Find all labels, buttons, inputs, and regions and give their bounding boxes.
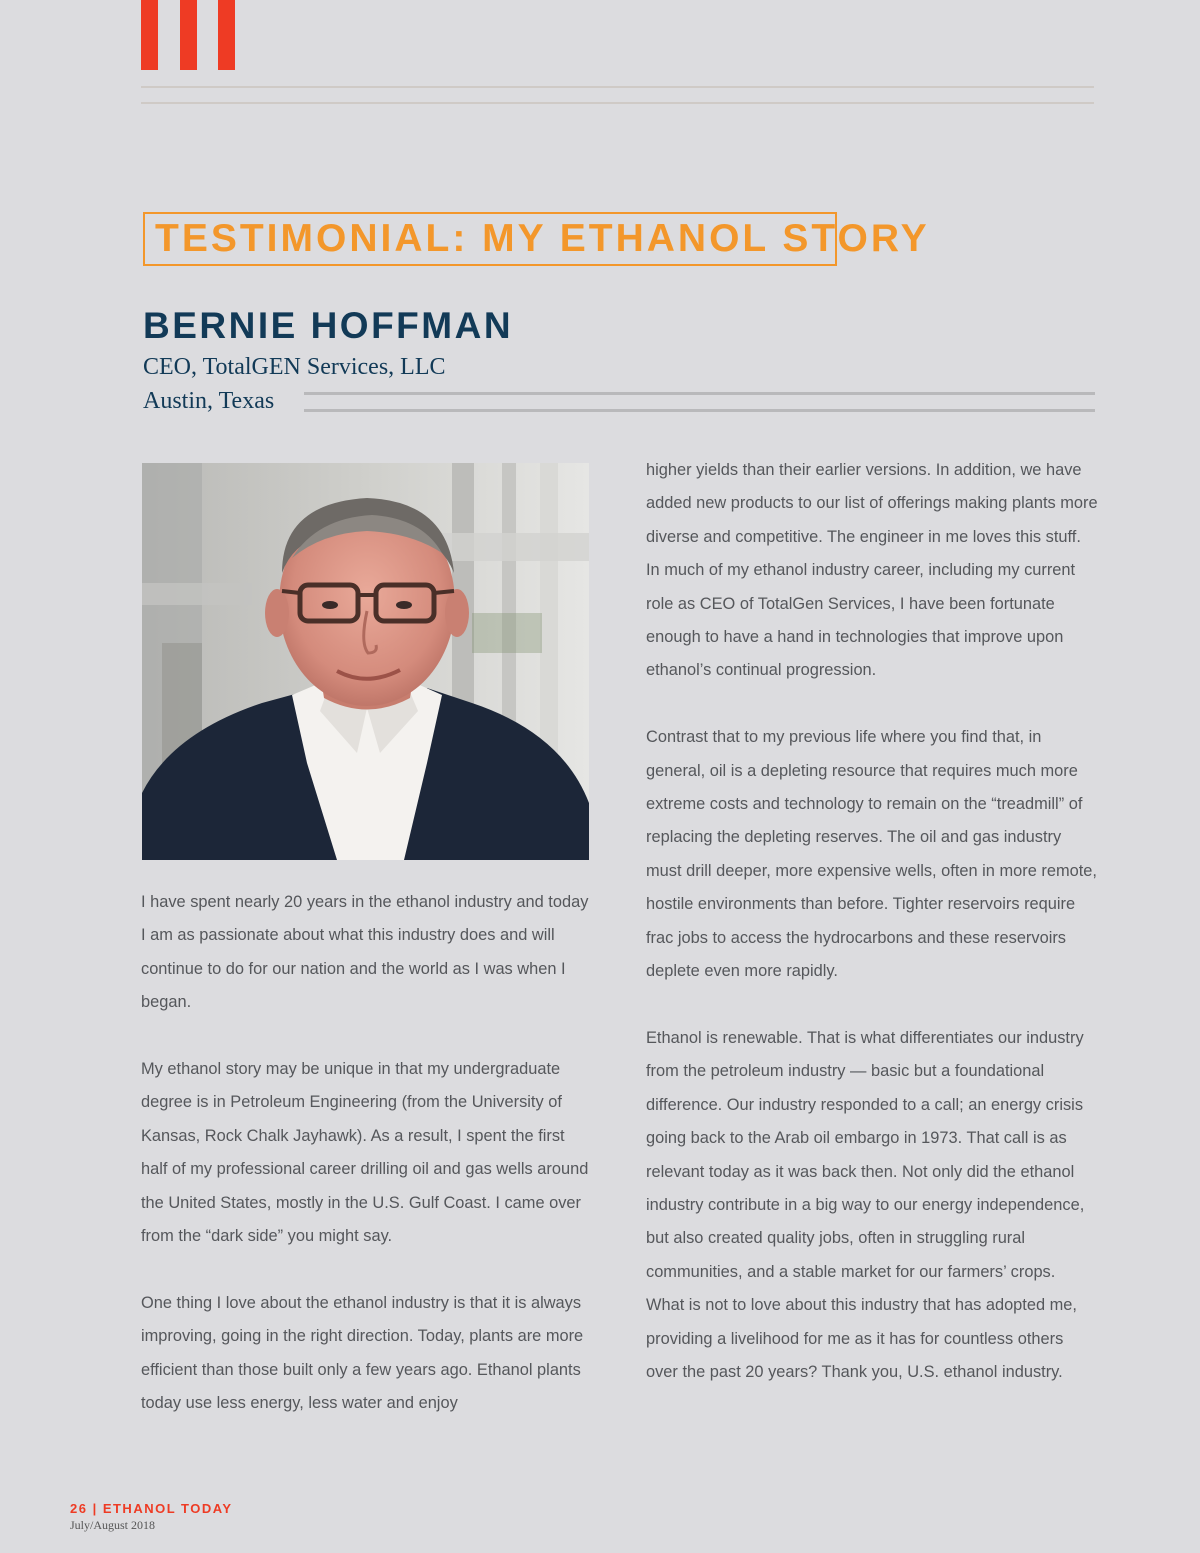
article-column-left xyxy=(141,886,593,1454)
portrait-illustration xyxy=(142,463,589,860)
right-paragraph-2: Contrast that to my previous life where you find that, in general, oil is a depleting resource that requires much more extreme costs and technology to remain on the “treadmill” of replacing the depleting reserves. The oil and gas industry must drill deeper, more expensive wells, often in more remote, hostile environments than before. Tighter reservoirs require frac jobs to access the hydrocarbons and these reservoirs deplete even more rapidly. xyxy=(646,728,1097,981)
decor-bar-3 xyxy=(218,0,235,70)
author-name: BERNIE HOFFMAN xyxy=(143,305,514,346)
left-paragraph-1: I have spent nearly 20 years in the ethanol industry and today I am as passionate about what this industry does and will continue to do for our nation and the world as I was when I began. xyxy=(141,893,589,1012)
footer-page-label: 26 | ETHANOL TODAY xyxy=(70,1501,233,1516)
left-paragraph-2: My ethanol story may be unique in that my undergraduate degree is in Petroleum Engineering (from the University of Kansas, Rock Chalk Jayhawk). As a result, I spent the first half of my professional career drilling oil and gas wells around the United States, mostly in the U.S. Gulf Coast. I came over from the “dark side” you might say. xyxy=(141,1060,589,1246)
decor-bar-1 xyxy=(141,0,158,70)
top-rule-1 xyxy=(141,86,1094,88)
article-column-right xyxy=(646,454,1098,1423)
section-title: TESTIMONIAL: MY ETHANOL STORY xyxy=(155,217,930,260)
name-rule-1 xyxy=(304,392,1095,395)
right-paragraph-3: Ethanol is renewable. That is what differentiates our industry from the petroleum industry — basic but a foundational difference. Our industry responded to a call; an energy crisis going back to the Arab oil embargo in 1973. That call is as relevant today as it was back then. Not only did the ethanol industry contribute in a big way to our energy independence, but also created quality jobs, often in struggling rural communities, and a stable market for our farmers’ crops. What is not to love about this industry that has adopted me, providing a livelihood for me as it has for countless others over the past 20 years? Thank you, U.S. ethanol industry. xyxy=(646,1028,1085,1381)
author-photo xyxy=(142,463,589,860)
name-rule-2 xyxy=(304,409,1095,412)
left-paragraph-3: One thing I love about the ethanol industry is that it is always improving, going in the right direction. Today, plants are more efficient than those built only a few years ago. Ethanol plants today use less energy, less water and enjoy xyxy=(141,1293,584,1413)
author-role: CEO, TotalGEN Services, LLC xyxy=(143,354,446,380)
right-paragraph-1: higher yields than their earlier versions. In addition, we have added new products to our list of offerings making plants more diverse and competitive. The engineer in me loves this stuff. In much of my ethanol industry career, including my current role as CEO of TotalGen Services, I have been fortunate enough to have a hand in technologies that improve upon ethanol’s continual progression. xyxy=(646,461,1098,680)
author-location: Austin, Texas xyxy=(143,388,275,414)
decor-bar-2 xyxy=(180,0,197,70)
section-title-box xyxy=(143,212,930,266)
footer-issue-date: July/August 2018 xyxy=(70,1518,156,1532)
top-rule-2 xyxy=(141,102,1094,104)
